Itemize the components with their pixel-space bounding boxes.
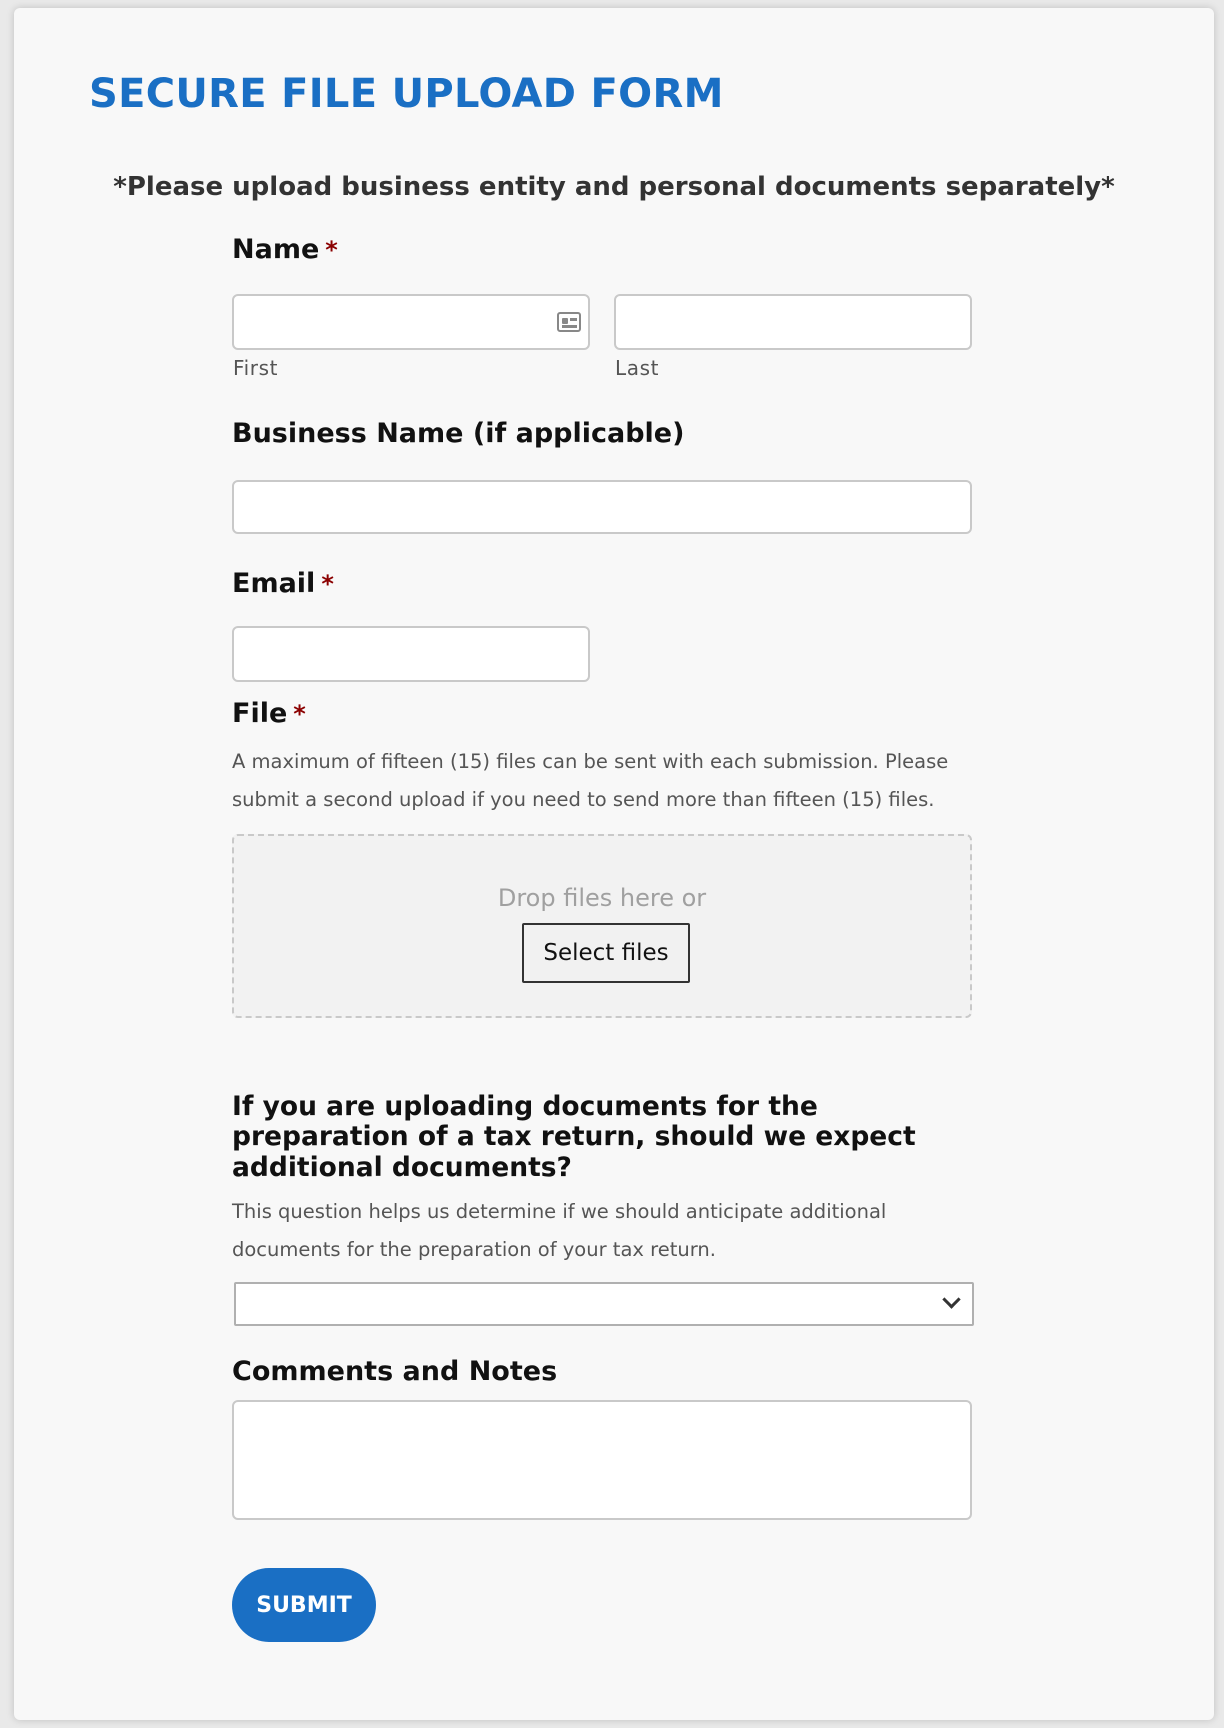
dropzone-text: Drop files here or xyxy=(497,884,707,912)
file-label xyxy=(232,698,306,729)
email-label-text: Email xyxy=(232,568,316,599)
business-name-input[interactable] xyxy=(232,480,972,534)
file-description: A maximum of fifteen (15) files can be sent with each submission. Please submit a second upload if you need to send more than fifteen (15) files. xyxy=(232,750,949,811)
email-input[interactable] xyxy=(232,626,590,682)
additional-docs-description: This question helps us determine if we should anticipate additional documents for the preparation of your tax return. xyxy=(232,1200,887,1261)
additional-docs-label: If you are uploading documents for the preparation of a tax return, should we expect additional documents? xyxy=(232,1091,916,1183)
email-required-mark: * xyxy=(321,570,334,598)
chevron-down-icon xyxy=(942,1290,960,1308)
form-title: SECURE FILE UPLOAD FORM xyxy=(89,71,724,117)
form-subtitle: *Please upload business entity and personal documents separately* xyxy=(113,172,1115,202)
first-name-sublabel: First xyxy=(233,356,279,380)
name-label-text: Name xyxy=(232,234,320,265)
name-label xyxy=(232,234,338,265)
file-label-text: File xyxy=(232,698,288,729)
select-files-button[interactable]: Select files xyxy=(522,923,690,983)
form-card xyxy=(14,8,1214,1720)
contact-card-icon xyxy=(557,312,581,332)
last-name-input[interactable] xyxy=(614,294,972,350)
submit-button[interactable]: SUBMIT xyxy=(232,1568,376,1642)
name-required-mark: * xyxy=(325,236,338,264)
file-dropzone[interactable] xyxy=(232,834,972,1018)
last-name-sublabel: Last xyxy=(615,356,660,380)
email-label xyxy=(232,568,334,599)
file-required-mark: * xyxy=(293,700,306,728)
first-name-input[interactable] xyxy=(232,294,590,350)
additional-docs-select[interactable] xyxy=(234,1282,974,1326)
comments-textarea[interactable] xyxy=(232,1400,972,1520)
comments-label: Comments and Notes xyxy=(232,1356,558,1387)
business-name-label: Business Name (if applicable) xyxy=(232,418,685,449)
